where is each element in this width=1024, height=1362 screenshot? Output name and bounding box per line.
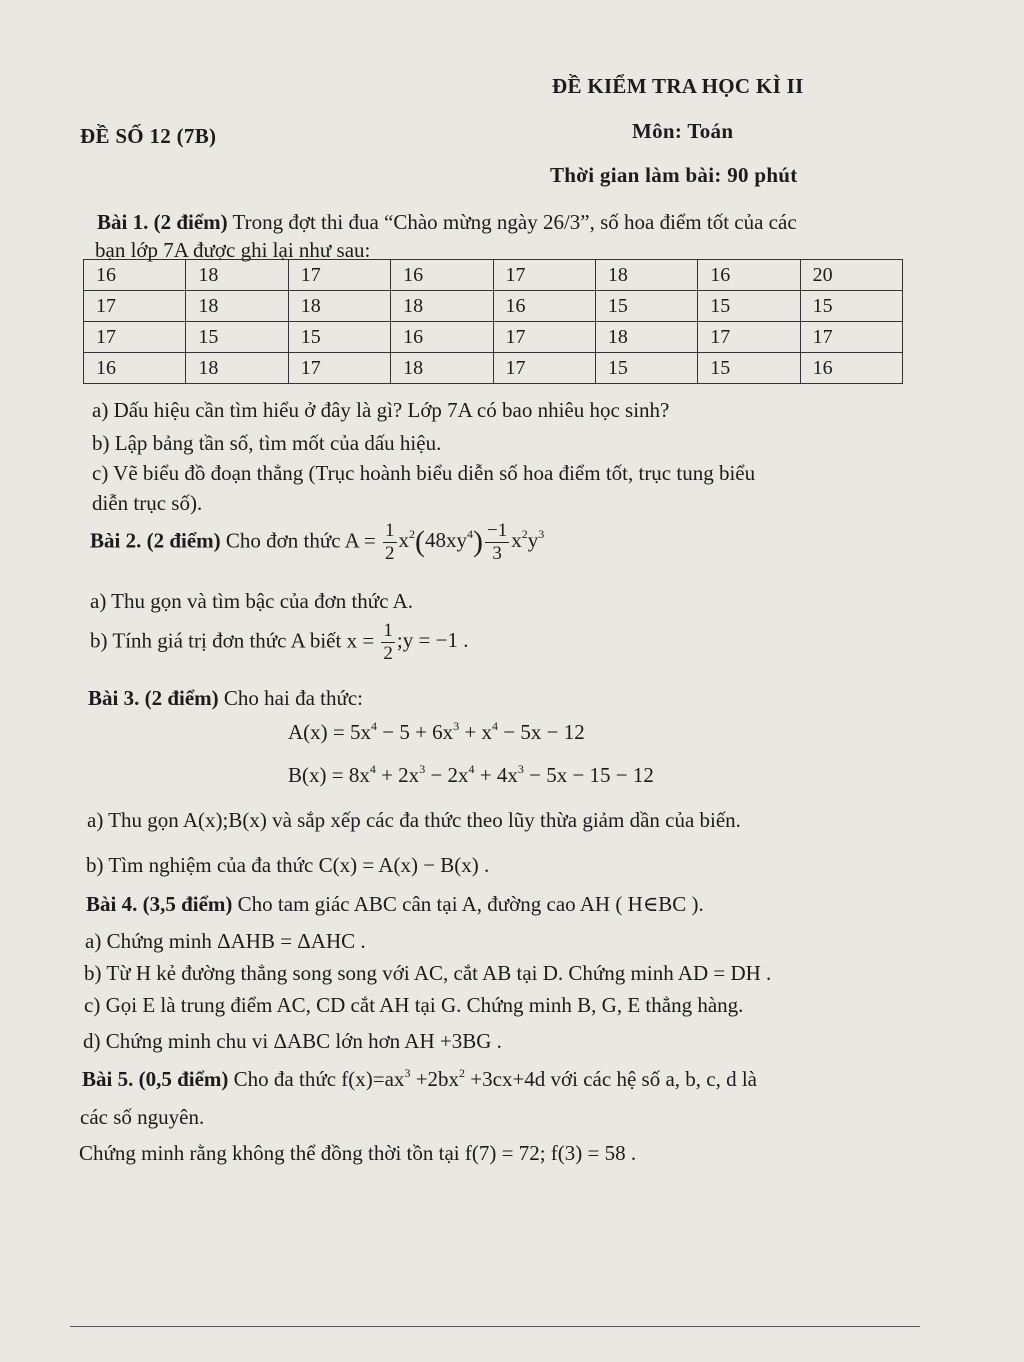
bai1-question-c: c) Vẽ biểu đồ đoạn thẳng (Trục hoành biểu diễn số hoa điểm tốt, trục tung biểu [92,461,756,485]
score-table-body [84,260,903,384]
table-cell: 16 [698,260,800,291]
bai5-intro [82,1067,757,1092]
bai5-line-3 [79,1141,636,1166]
table-cell: 15 [288,322,390,353]
bai4-question-b: b) Từ H kẻ đường thẳng song song với AC, cắt AB tại D. Chứng minh AD = DH . [84,961,772,985]
bai4-question-a: a) Chứng minh ΔAHB = ΔAHC . [85,929,366,953]
exam-duration: Thời gian làm bài: 90 phút [550,163,798,187]
table-cell: 20 [800,260,902,291]
bai1-intro-text: Trong đợt thi đua “Chào mừng ngày 26/3”, số hoa điểm tốt của các [227,210,797,234]
score-table [83,259,903,384]
exam-code: ĐỀ SỐ 12 (7B) [80,124,217,148]
table-cell: 18 [186,260,288,291]
bai4-question-d: d) Chứng minh chu vi ΔABC lớn hơn AH +3BG . [83,1029,502,1053]
table-cell: 16 [84,260,186,291]
table-cell: 15 [698,291,800,322]
bai5-intro-text: Cho đa thức [228,1067,342,1091]
table-row [84,260,903,291]
bai3-question-a-pre: a) Thu gọn [87,808,183,832]
bai2-intro [90,520,544,565]
exam-subject: Môn: Toán [632,119,734,143]
table-row [84,322,903,353]
table-cell: 18 [186,353,288,384]
table-cell: 17 [698,322,800,353]
bai2-question-b [90,620,468,665]
bai3-a-math: A(x);B(x) [182,808,267,832]
bai4-label: Bài 4. (3,5 điểm) [86,892,233,916]
table-cell: 18 [595,322,697,353]
bai4-question-c: c) Gọi E là trung điểm AC, CD cắt AH tại G. Chứng minh B, G, E thẳng hàng. [84,993,744,1017]
monomial-a: $\frac{1}{2}$ $x^2(48xy^4)$ $\frac{-1}{3}$ $x^2y^3$ [385,520,545,564]
bai3-intro [88,686,363,711]
table-cell: 15 [595,291,697,322]
bai3-question-b-pre: b) Tìm nghiệm của đa thức [86,853,319,877]
bai5-label: Bài 5. (0,5 điểm) [82,1067,229,1091]
table-cell: 15 [186,322,288,353]
bai3-label: Bài 3. (2 điểm) [88,686,219,710]
bai3-b-math: C(x) = A(x) − B(x) . [318,853,490,877]
bai2-values: $\frac{1}{2}$ ;y = −1 . [383,620,469,664]
bai4-intro-text: Cho tam giác ABC cân tại A, đường cao AH ( H∈BC ). [232,892,704,916]
table-cell: 17 [800,322,902,353]
bai4-intro [86,892,704,917]
table-cell: 17 [288,353,390,384]
bai1-question-c-2: diễn trục số). [92,491,203,515]
table-cell: 18 [595,260,697,291]
bai2-question-b-text: b) Tính giá trị đơn thức A biết x = [90,628,380,653]
table-cell: 16 [391,322,493,353]
table-cell: 16 [493,291,595,322]
exam-title: ĐỀ KIỂM TRA HỌC KÌ II [552,74,804,98]
table-cell: 18 [288,291,390,322]
table-cell: 17 [493,322,595,353]
bai3-intro-text: Cho hai đa thức: [218,686,364,710]
bai2-question-a: a) Thu gọn và tìm bậc của đơn thức A. [90,589,414,613]
bai2-label: Bài 2. (2 điểm) [90,528,221,553]
table-cell: 17 [493,260,595,291]
bai3-question-b [86,853,489,878]
polynomial-f: $f(x)=ax^3 +2bx^2 +3cx+4d$ [341,1066,546,1091]
table-cell: 17 [493,353,595,384]
polynomial-a: $A(x) = 5x^4 - 5 + 6x^3 + x^4 - 5x - 12$ [288,719,585,744]
bai3-question-a-post: và sắp xếp các đa thức theo lũy thừa giảm dần của biến. [266,808,741,832]
table-cell: 15 [595,353,697,384]
bai1-question-b: b) Lập bảng tần số, tìm mốt của dấu hiệu. [92,431,442,455]
table-cell: 17 [84,291,186,322]
bai3-question-a [87,808,741,833]
bai5-line-2: các số nguyên. [80,1105,205,1129]
bottom-divider [70,1326,920,1327]
bai5-intro-post: với các hệ số a, b, c, d là [545,1067,757,1091]
bai1-question-a: a) Dấu hiệu cần tìm hiểu ở đây là gì? Lớp 7A có bao nhiêu học sinh? [92,398,670,422]
table-cell: 16 [84,353,186,384]
table-cell: 18 [391,353,493,384]
table-cell: 18 [391,291,493,322]
bai1-intro-2: bạn lớp 7A được ghi lại như sau: [95,238,371,262]
bai5-line-3-text: Chứng minh rằng không thể đồng thời tồn tại [79,1141,465,1165]
table-cell: 15 [800,291,902,322]
table-row [84,291,903,322]
bai2-intro-text: Cho đơn thức A = [220,528,381,553]
table-cell: 16 [800,353,902,384]
table-cell: 15 [698,353,800,384]
table-cell: 18 [186,291,288,322]
bai5-conditions: f(7) = 72; f(3) = 58 . [464,1141,637,1165]
table-row [84,353,903,384]
polynomial-b: $B(x) = 8x^4 + 2x^3 - 2x^4 + 4x^3 - 5x - 15 - 12$ [288,762,654,787]
table-cell: 17 [84,322,186,353]
bai1-label: Bài 1. (2 điểm) [97,210,228,234]
bai1-intro [97,210,797,235]
table-cell: 16 [391,260,493,291]
table-cell: 17 [288,260,390,291]
